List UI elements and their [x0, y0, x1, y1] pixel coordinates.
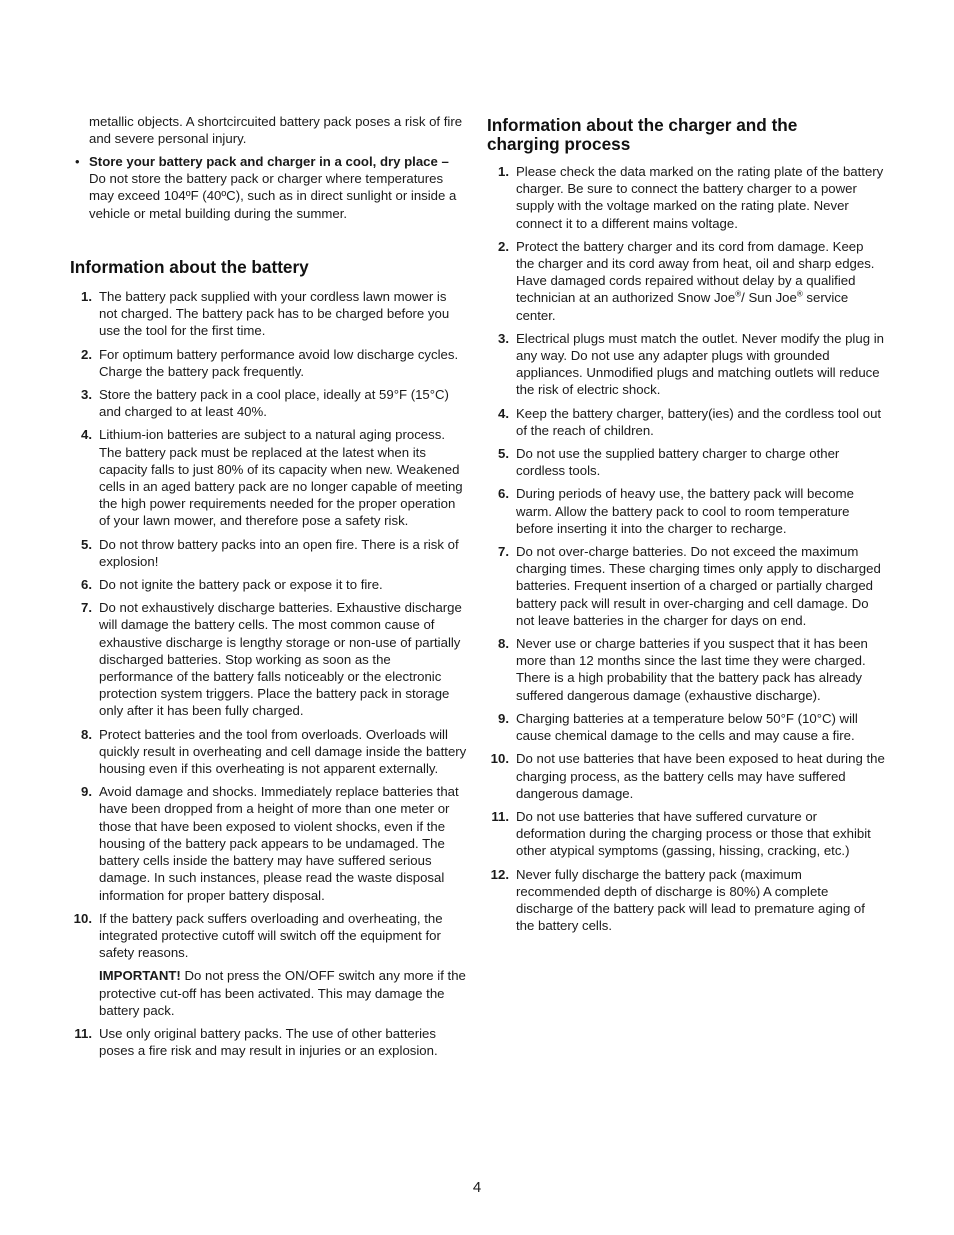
charger-info-list — [487, 163, 885, 940]
important-note — [99, 967, 468, 1019]
item-number: 1. — [81, 289, 92, 304]
item-text: Do not over-charge batteries. Do not exceed the maximum charging times. These charging times only apply to discharged batteries. Frequent insertion of a charged or partially charged battery pack will result in over-charging and cell damage. Do not leave batteries in the charger for days on end. — [516, 544, 881, 628]
item-text: If the battery pack suffers overloading and overheating, the integrated protective cutoff will switch off the equipment for safety reasons. — [99, 910, 443, 961]
item-text: For optimum battery performance avoid low discharge cycles. Charge the battery pack frequently. — [99, 346, 459, 379]
item-number: 1. — [498, 164, 509, 179]
list-item — [70, 726, 468, 778]
item-text: Please check the data marked on the rating plate of the battery charger. Be sure to connect the battery charger to a power supply with the voltage marked on the rating plate. Never connect it to a different mains voltage. — [516, 164, 884, 231]
item-number: 5. — [498, 446, 509, 462]
item-text: Protect batteries and the tool from overloads. Overloads will quickly result in overheating and cell damage inside the battery housing even if this overheating is not apparent externally. — [99, 726, 467, 777]
item-number: 9. — [81, 784, 92, 800]
item-text-part: service center. — [516, 290, 849, 323]
item-number: 5. — [81, 536, 92, 552]
registered-mark: ® — [735, 290, 742, 300]
item-number: 11. — [491, 808, 509, 824]
item-number: 11. — [74, 1025, 92, 1041]
list-item — [487, 710, 885, 744]
item-number: 9. — [498, 710, 509, 726]
list-item — [487, 635, 885, 704]
list-item — [487, 405, 885, 439]
item-text: Do not use the supplied battery charger to charge other cordless tools. — [516, 446, 840, 479]
item-number: 4. — [498, 405, 509, 421]
list-item — [487, 485, 885, 537]
item-number: 6. — [498, 486, 509, 502]
list-item — [70, 426, 468, 529]
item-number: 6. — [81, 577, 92, 593]
item-text: The battery pack supplied with your cordless lawn mower is not charged. The battery pack has to be charged before you use the tool for the first time. — [99, 289, 450, 339]
page-number: 4 — [472, 1179, 482, 1196]
item-text: Keep the battery charger, battery(ies) and the cordless tool out of the reach of children. — [516, 405, 882, 438]
list-item — [487, 543, 885, 629]
item-number: 10. — [73, 910, 92, 926]
item-text: Do not throw battery packs into an open fire. There is a risk of explosion! — [99, 536, 459, 569]
list-item — [487, 808, 885, 860]
list-item — [487, 750, 885, 802]
bullet-symbol: • — [75, 154, 80, 169]
item-text: Charging batteries at a temperature below 50°F (10°C) will cause chemical damage to the cells and may cause a fire. — [516, 710, 858, 744]
item-text: Do not use batteries that have suffered curvature or deformation during the charging process or those that exhibit other atypical symptoms (gassing, hissing, cracking, etc.) — [516, 808, 871, 859]
item-number: 3. — [498, 330, 509, 346]
list-item — [487, 238, 885, 324]
registered-mark: ® — [796, 290, 803, 300]
list-item — [70, 386, 468, 420]
item-text-part: Protect the battery charger and its cord from damage. Keep the charger and its cord away from heat, oil and sharp edges. Have damaged cords repaired without delay by a qualified technician at an authorized Snow Joe — [516, 238, 875, 306]
item-number: 3. — [81, 387, 92, 403]
list-item — [70, 783, 468, 903]
item-text: Store the battery pack in a cool place, ideally at 59°F (15°C) and charged to at least 40%. — [99, 387, 449, 420]
item-number: 4. — [81, 427, 92, 443]
important-label: IMPORTANT! — [99, 968, 181, 984]
item-text: Do not use batteries that have been exposed to heat during the charging process, as the battery cells may have suffered dangerous damage. — [516, 751, 885, 801]
item-text: Do not ignite the battery pack or expose it to fire. — [99, 577, 383, 593]
list-item — [487, 330, 885, 399]
list-item — [487, 866, 885, 935]
item-text: Use only original battery packs. The use of other batteries poses a fire risk and may result in injuries or an explosion. — [99, 1025, 438, 1059]
battery-info-list — [70, 288, 468, 1065]
item-text-part: / Sun Joe — [741, 290, 797, 306]
important-text: Do not press the ON/OFF switch any more if the protective cut-off has been activated. This may damage the battery pack. — [99, 968, 466, 1018]
list-item — [70, 576, 468, 593]
bullet-bold-lead: Store your battery pack and charger in a cool, dry place – — [89, 154, 449, 169]
item-text: Electrical plugs must match the outlet. Never modify the plug in any way. Do not use any adapter plugs with grounded appliances. Unmodified plugs and matching outlets will reduce the risk of electric shock. — [516, 330, 884, 398]
item-number: 12. — [490, 866, 509, 882]
bullet-text — [89, 153, 468, 222]
item-text: During periods of heavy use, the battery pack will become warm. Allow the battery pack to cool to room temperature before inserting it into the charger to recharge. — [516, 486, 854, 536]
list-item — [487, 445, 885, 479]
item-text — [516, 238, 885, 324]
storage-bullet — [70, 153, 468, 222]
item-number: 8. — [81, 726, 92, 742]
item-text: Lithium-ion batteries are subject to a natural aging process. The battery pack must be replaced at the latest when its capacity falls to just 80% of its capacity when new. Weakened cells in an aged battery pack are no longer capable of meeting the high power requirements needed for the proper operation of your lawn mower, and therefore pose a safety risk. — [99, 427, 463, 529]
item-number: 8. — [498, 636, 509, 652]
list-item — [70, 910, 468, 1019]
charger-info-heading: Information about the charger and the charging process — [487, 115, 798, 154]
item-text: Never fully discharge the battery pack (maximum recommended depth of discharge is 80%) A complete discharge of the battery pack will lead to premature aging of the battery cells. — [516, 866, 865, 934]
list-item — [70, 346, 468, 380]
item-text: Avoid damage and shocks. Immediately replace batteries that have been dropped from a height of more than one meter or those that have been exposed to violent shocks, even if the housing of the battery pack appears to be undamaged. The battery cells inside the battery may have suffered serious damage. In such instances, please read the waste disposal information for proper battery disposal. — [99, 784, 459, 903]
bullet-body: Do not store the battery pack or charger where temperatures may exceed 104ºF (40ºC), such as in direct sunlight or inside a vehicle or metal building during the summer. — [89, 171, 457, 221]
list-item — [70, 288, 468, 340]
list-item — [70, 1025, 468, 1059]
list-item — [70, 599, 468, 719]
list-item — [70, 536, 468, 570]
item-number: 7. — [498, 544, 509, 560]
item-text: Do not exhaustively discharge batteries. Exhaustive discharge will damage the battery cells. The most common cause of exhaustive discharge is lengthy storage or non-use of partially discharged batteries. Stop working as soon as the performance of the battery falls noticeably or the electronic protection system triggers. Place the battery pack in storage only after it has been fully charged. — [99, 600, 462, 719]
continuation-paragraph: metallic objects. A shortcircuited battery pack poses a risk of fire and severe personal injury. — [89, 114, 463, 147]
item-number: 2. — [81, 346, 92, 362]
item-number: 2. — [498, 238, 509, 254]
item-number: 7. — [81, 600, 92, 616]
battery-info-heading: Information about the battery — [70, 257, 309, 277]
item-number: 10. — [490, 751, 509, 767]
list-item — [487, 163, 885, 232]
item-text: Never use or charge batteries if you suspect that it has been more than 12 months since the last time they were charged. There is a high probability that the battery pack has already suffered dangerous damage (exhaustive discharge). — [516, 636, 868, 703]
